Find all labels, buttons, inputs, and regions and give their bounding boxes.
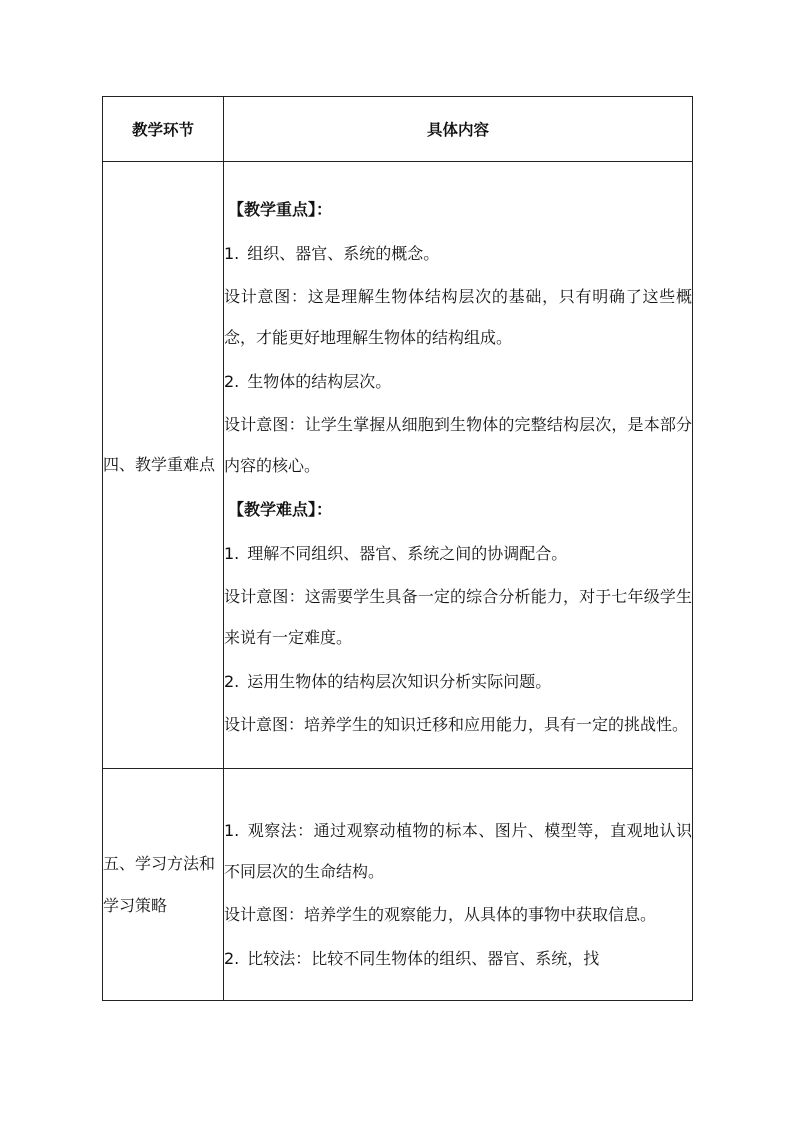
list-item: 1. 理解不同组织、器官、系统之间的协调配合。 <box>224 543 568 563</box>
design-intent: 设计意图：培养学生的知识迁移和应用能力，具有一定的挑战性。 <box>224 714 689 734</box>
list-item: 1. 观察法：通过观察动植物的标本、图片、模型等，直观地认识不同层次的生命结构。 <box>224 820 692 881</box>
header-content: 具体内容 <box>224 97 693 162</box>
table-header-row <box>103 97 693 162</box>
section-heading: 【教学难点】： <box>228 499 333 519</box>
design-intent: 设计意图：这需要学生具备一定的综合分析能力，对于七年级学生来说有一定难度。 <box>224 586 692 647</box>
design-intent: 设计意图：培养学生的观察能力，从具体的事物中获取信息。 <box>224 904 657 924</box>
header-stage: 教学环节 <box>103 97 224 162</box>
stage-cell: 五、学习方法和学习策略 <box>103 769 224 1001</box>
table-row <box>103 769 693 1001</box>
lesson-plan-table <box>102 96 693 1001</box>
design-intent: 设计意图：这是理解生物体结构层次的基础，只有明确了这些概念，才能更好地理解生物体的结构组成。 <box>224 286 692 347</box>
design-intent: 设计意图：让学生掌握从细胞到生物体的完整结构层次，是本部分内容的核心。 <box>224 414 692 475</box>
section-heading: 【教学重点】： <box>228 199 333 219</box>
table-row <box>103 162 693 769</box>
content-cell <box>224 769 693 1001</box>
list-item: 2. 生物体的结构层次。 <box>224 371 392 391</box>
list-item: 2. 比较法：比较不同生物体的组织、器官、系统，找 <box>224 948 600 968</box>
list-item: 1. 组织、器官、系统的概念。 <box>224 243 440 263</box>
list-item: 2. 运用生物体的结构层次知识分析实际问题。 <box>224 671 552 691</box>
content-cell <box>224 162 693 769</box>
stage-cell: 四、教学重难点 <box>103 162 224 769</box>
